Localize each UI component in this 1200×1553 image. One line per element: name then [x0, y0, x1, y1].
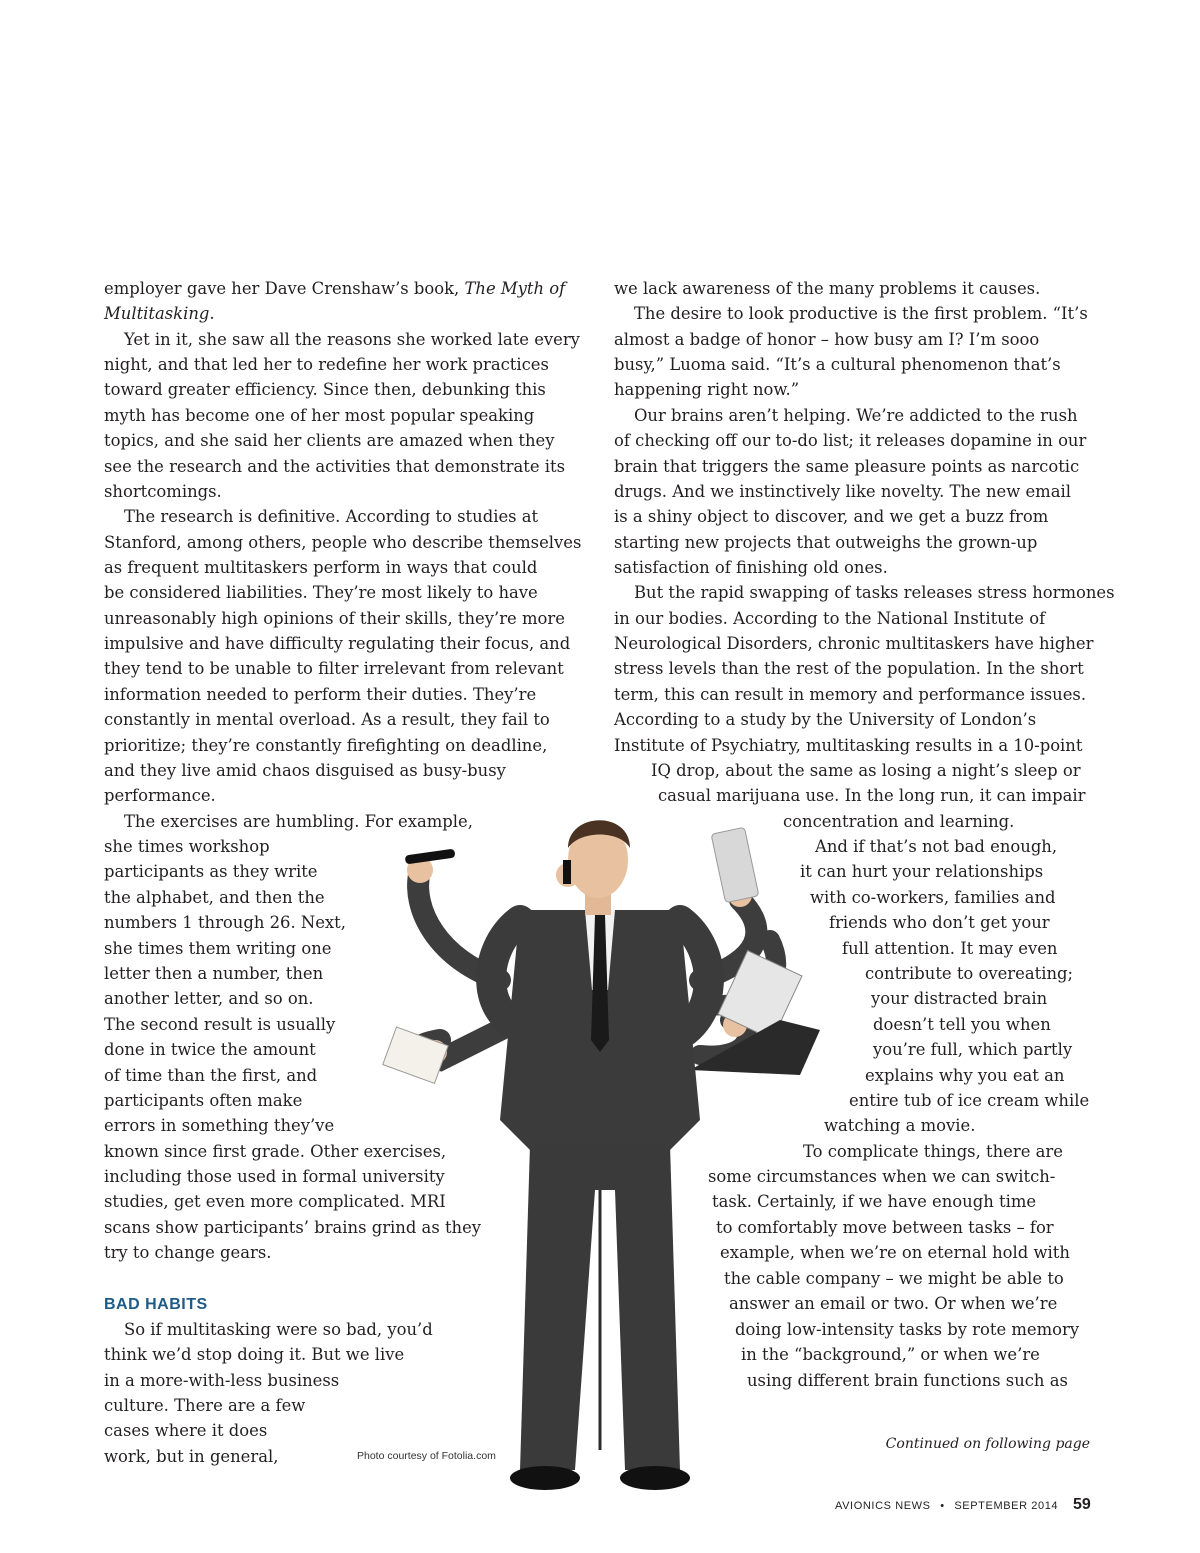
right-col-line: Institute of Psychiatry, multitasking results in a 10-point: [614, 736, 1083, 755]
left-col-line: they tend to be unable to filter irrelevant from relevant: [104, 659, 564, 678]
left-col-line: think we’d stop doing it. But we live: [104, 1345, 405, 1364]
right-col-line: busy,” Luoma said. “It’s a cultural phenomenon that’s: [614, 355, 1061, 374]
left-col-line: participants often make: [104, 1091, 303, 1110]
footer-bullet: •: [940, 1500, 945, 1512]
right-col-line: And if that’s not bad enough,: [815, 837, 1058, 856]
left-col-line: the alphabet, and then the: [104, 888, 325, 907]
left-col-line: culture. There are a few: [104, 1396, 306, 1415]
left-col-line: known since first grade. Other exercises,: [104, 1142, 447, 1161]
right-col-line: stress levels than the rest of the population. In the short: [614, 659, 1084, 678]
left-col-line: employer gave her Dave Crenshaw’s book, The Myth of: [104, 279, 566, 298]
left-col-line: impulsive and have difficulty regulating their focus, and: [104, 634, 571, 653]
right-col-line: brain that triggers the same pleasure points as narcotic: [614, 457, 1080, 476]
right-col-line: watching a movie.: [824, 1116, 976, 1135]
right-col-line: concentration and learning.: [783, 812, 1015, 831]
right-col-line: term, this can result in memory and performance issues.: [614, 685, 1087, 704]
right-col-line: Our brains aren’t helping. We’re addicted to the rush: [634, 406, 1078, 425]
left-col-line: see the research and the activities that demonstrate its: [104, 457, 566, 476]
left-col-line: constantly in mental overload. As a result, they fail to: [104, 710, 550, 729]
page-number: 59: [1073, 1496, 1091, 1513]
left-col-line: work, but in general,: [104, 1447, 279, 1466]
right-col-line: satisfaction of finishing old ones.: [614, 558, 888, 577]
left-col-line: as frequent multitaskers perform in ways that could: [104, 558, 538, 577]
right-col-line: But the rapid swapping of tasks releases stress hormones: [634, 583, 1115, 602]
right-col-line: Neurological Disorders, chronic multitaskers have higher: [614, 634, 1094, 653]
right-col-line: the cable company – we might be able to: [724, 1269, 1064, 1288]
left-col-line: she times workshop: [104, 837, 270, 856]
left-col-line: performance.: [104, 786, 216, 805]
left-col-line: errors in something they’ve: [104, 1116, 335, 1135]
left-col-line: Multitasking.: [104, 304, 215, 323]
continued-note: Continued on following page: [885, 1436, 1090, 1452]
right-col-line: some circumstances when we can switch-: [708, 1167, 1056, 1186]
right-col-line: According to a study by the University of London’s: [614, 710, 1037, 729]
right-col-line: casual marijuana use. In the long run, it can impair: [658, 786, 1086, 805]
publication-name: AVIONICS NEWS: [835, 1500, 931, 1512]
right-col-line: is a shiny object to discover, and we get a buzz from: [614, 507, 1049, 526]
right-col-line: To complicate things, there are: [803, 1142, 1063, 1161]
left-col-line: participants as they write: [104, 862, 318, 881]
right-col-line: task. Certainly, if we have enough time: [712, 1192, 1037, 1211]
right-col-line: entire tub of ice cream while: [849, 1091, 1090, 1110]
section-heading: BAD HABITS: [104, 1296, 208, 1313]
left-col-line: scans show participants’ brains grind as they: [104, 1218, 482, 1237]
right-col-line: example, when we’re on eternal hold with: [720, 1243, 1070, 1262]
left-col-line: cases where it does: [104, 1421, 268, 1440]
right-col-line: almost a badge of honor – how busy am I? I’m sooo: [614, 330, 1040, 349]
right-col-line: in the “background,” or when we’re: [741, 1345, 1040, 1364]
right-col-line: answer an email or two. Or when we’re: [729, 1294, 1058, 1313]
left-col-line: and they live amid chaos disguised as busy-busy: [104, 761, 506, 780]
right-col-line: with co-workers, families and: [810, 888, 1056, 907]
left-col-line: The research is definitive. According to studies at: [124, 507, 539, 526]
right-col-line: IQ drop, about the same as losing a night’s sleep or: [651, 761, 1081, 780]
left-col-line: try to change gears.: [104, 1243, 272, 1262]
right-col-line: explains why you eat an: [865, 1066, 1065, 1085]
left-col-line: myth has become one of her most popular speaking: [104, 406, 535, 425]
left-col-line: So if multitasking were so bad, you’d: [124, 1320, 433, 1339]
left-col-line: be considered liabilities. They’re most likely to have: [104, 583, 538, 602]
right-col-line: we lack awareness of the many problems it causes.: [614, 279, 1041, 298]
left-col-line: she times them writing one: [104, 939, 332, 958]
left-col-line: numbers 1 through 26. Next,: [104, 913, 346, 932]
right-col-line: doing low-intensity tasks by rote memory: [735, 1320, 1080, 1339]
book-title: The Myth of: [464, 279, 566, 298]
photo-credit: Photo courtesy of Fotolia.com: [357, 1450, 496, 1462]
left-col-line: of time than the first, and: [104, 1066, 318, 1085]
left-col-line: prioritize; they’re constantly firefighting on deadline,: [104, 736, 548, 755]
right-col-line: to comfortably move between tasks – for: [716, 1218, 1054, 1237]
left-col-line: toward greater efficiency. Since then, debunking this: [104, 380, 546, 399]
right-col-line: your distracted brain: [871, 989, 1048, 1008]
left-col-line: letter then a number, then: [104, 964, 324, 983]
right-col-line: in our bodies. According to the National Institute of: [614, 609, 1046, 628]
left-col-line: studies, get even more complicated. MRI: [104, 1192, 446, 1211]
left-col-line: Yet in it, she saw all the reasons she worked late every: [124, 330, 580, 349]
left-col-line: information needed to perform their duties. They’re: [104, 685, 537, 704]
right-col-line: The desire to look productive is the first problem. “It’s: [634, 304, 1088, 323]
left-col-line: unreasonably high opinions of their skills, they’re more: [104, 609, 565, 628]
page-footer: [835, 1500, 1058, 1512]
book-title-cont: Multitasking: [104, 304, 210, 323]
right-col-line: friends who don’t get your: [829, 913, 1050, 932]
right-col-line: using different brain functions such as: [747, 1371, 1068, 1390]
left-col-line: Stanford, among others, people who describe themselves: [104, 533, 582, 552]
left-col-line: including those used in formal university: [104, 1167, 445, 1186]
right-col-line: full attention. It may even: [842, 939, 1058, 958]
issue-date: SEPTEMBER 2014: [954, 1500, 1059, 1512]
right-col-line: contribute to overeating;: [865, 964, 1074, 983]
right-col-line: of checking off our to-do list; it releases dopamine in our: [614, 431, 1087, 450]
left-col-line: night, and that led her to redefine her work practices: [104, 355, 549, 374]
right-col-line: doesn’t tell you when: [873, 1015, 1051, 1034]
left-col-line: done in twice the amount: [104, 1040, 316, 1059]
left-col-line: another letter, and so on.: [104, 989, 314, 1008]
right-col-line: you’re full, which partly: [873, 1040, 1073, 1059]
right-col-line: drugs. And we instinctively like novelty. The new email: [614, 482, 1071, 501]
right-col-line: happening right now.”: [614, 380, 800, 399]
left-col-line: in a more-with-less business: [104, 1371, 340, 1390]
left-col-line: topics, and she said her clients are amazed when they: [104, 431, 555, 450]
right-col-line: it can hurt your relationships: [800, 862, 1044, 881]
left-col-line: The second result is usually: [104, 1015, 336, 1034]
left-col-line: The exercises are humbling. For example,: [124, 812, 473, 831]
left-col-line: shortcomings.: [104, 482, 222, 501]
right-col-line: starting new projects that outweighs the grown-up: [614, 533, 1038, 552]
